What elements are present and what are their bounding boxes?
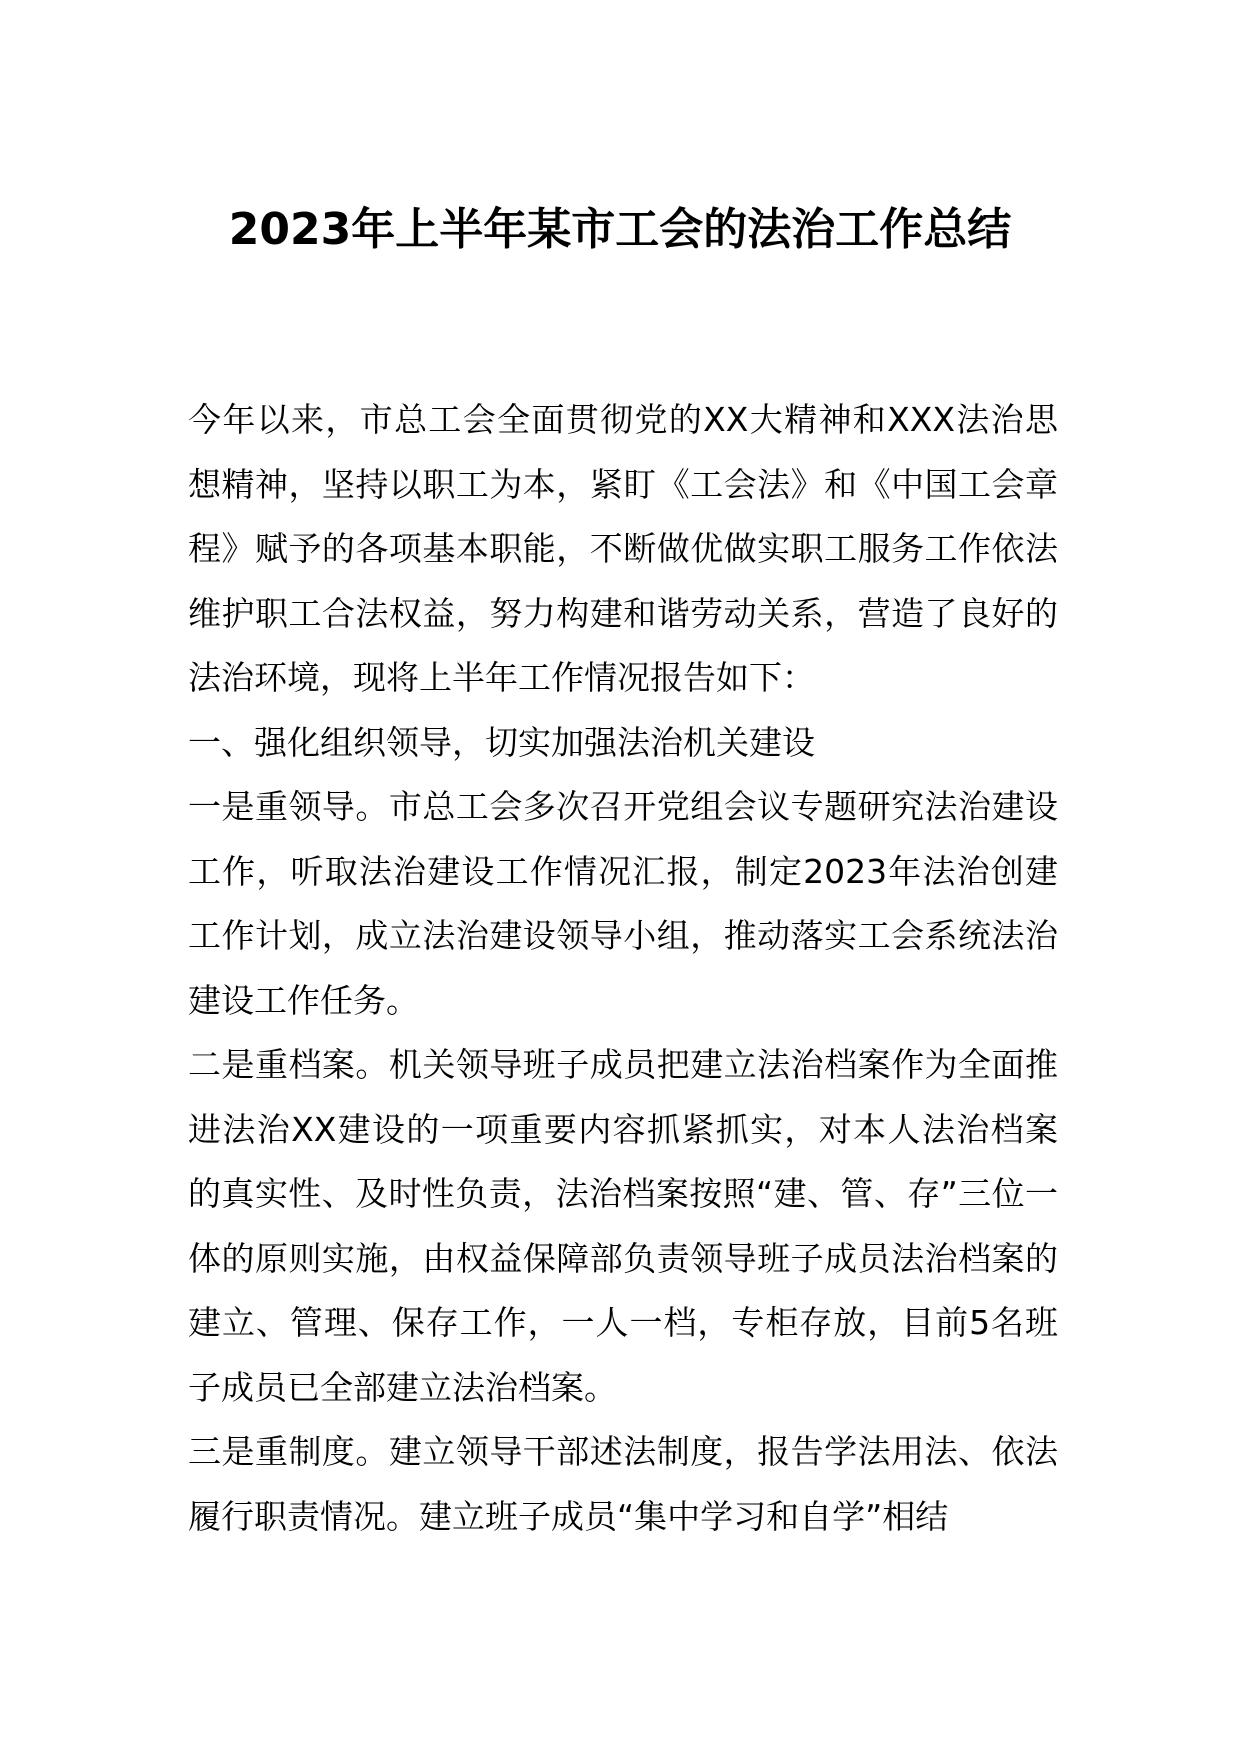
intro-paragraph: 今年以来，市总工会全面贯彻党的XX大精神和XXX法治思想精神，坚持以职工为本，紧盯《工会法》和《中国工会章程》赋予的各项基本职能，不断做优做实职工服务工作依法维护职工合法权益，努力构建和谐劳动关系，营造了良好的法治环境，现将上半年工作情况报告如下： [188, 400, 1058, 697]
section-heading-1: 一、强化组织领导，切实加强法治机关建设 [188, 722, 815, 762]
document-body [188, 388, 1058, 1549]
paragraph-systems: 三是重制度。建立领导干部述法制度，报告学法用法、依法履行职责情况。建立班子成员“集中学习和自学”相结 [188, 1432, 1058, 1536]
paragraph-archives: 二是重档案。机关领导班子成员把建立法治档案作为全面推进法治XX建设的一项重要内容抓紧抓实，对本人法治档案的真实性、及时性负责，法治档案按照“建、管、存”三位一体的原则实施，由权益保障部负责领导班子成员法治档案的建立、管理、保存工作，一人一档，专柜存放，目前5名班子成员已全部建立法治档案。 [188, 1045, 1058, 1407]
document-title: 2023年上半年某市工会的法治工作总结 [228, 204, 1012, 255]
paragraph-leadership: 一是重领导。市总工会多次召开党组会议专题研究法治建设工作，听取法治建设工作情况汇报，制定2023年法治创建工作计划，成立法治建设领导小组，推动落实工会系统法治建设工作任务。 [188, 787, 1058, 1020]
